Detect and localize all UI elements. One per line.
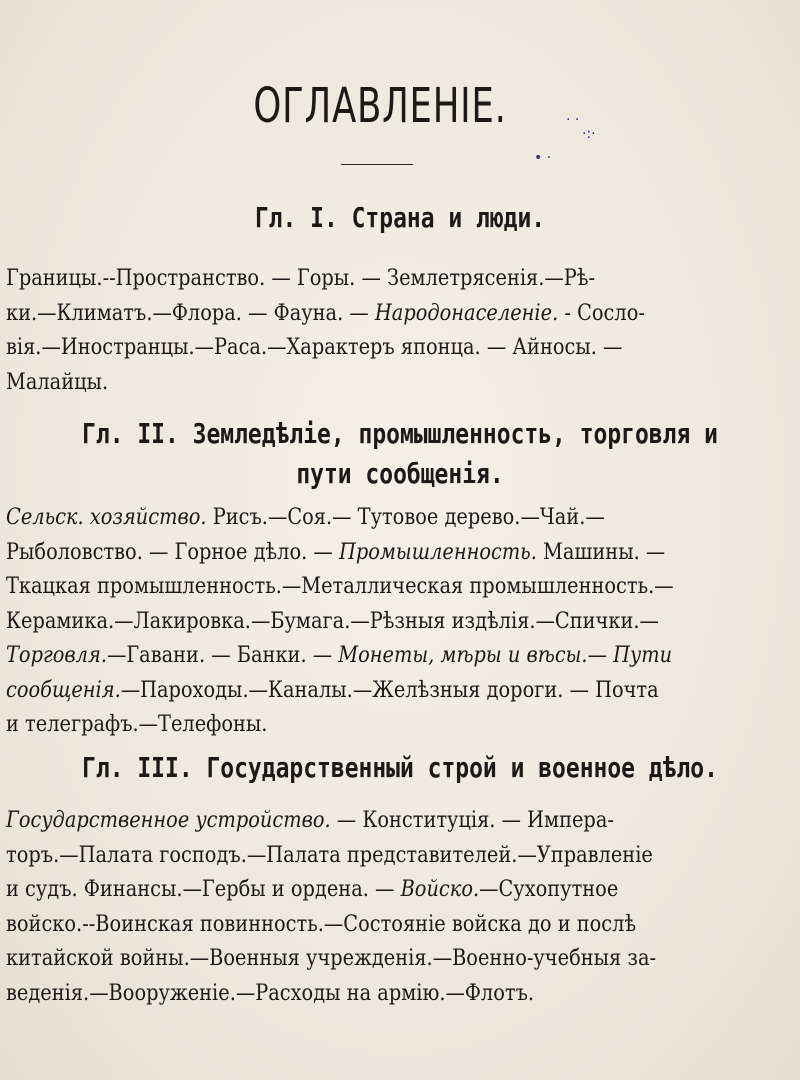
contents-text: Малайцы.	[6, 369, 109, 395]
contents-topic: Государственное устройство.	[6, 808, 331, 833]
contents-text: Ткацкая промышленность.—Металлическая промышленность.—	[6, 574, 674, 599]
contents-line	[6, 331, 780, 366]
contents-line	[6, 908, 780, 943]
contents-line	[6, 366, 780, 401]
contents-text: —Гавани. — Банки. —	[106, 643, 339, 668]
chapter-1-heading	[72, 198, 728, 238]
contents-text: торъ.—Палата господъ.—Палата представителей.—Управленіе	[6, 842, 653, 868]
contents-topic: сообщенія.	[6, 677, 121, 703]
contents-text: вія.—Иностранцы.—Раса.—Характеръ японца. — Айносы. —	[6, 335, 623, 360]
chapter-3-heading	[72, 748, 728, 788]
contents-text: китайской войны.—Военныя учрежденія.—Военно-учебныя за-	[6, 946, 657, 971]
contents-topic: Народонаселеніе.	[374, 300, 559, 326]
contents-line	[6, 501, 780, 536]
contents-line	[6, 536, 780, 571]
contents-text: Машины. —	[536, 539, 666, 565]
chapter-heading-line: Гл. III. Государственный строй и военное дѣло.	[82, 751, 718, 784]
chapter-heading-line: Гл. I. Страна и люди.	[254, 201, 546, 234]
chapter-heading-line: Гл. II. Земледѣліе, промышленность, торговля и	[82, 417, 718, 450]
contents-text: Границы.--Пространство. — Горы. — Землетрясенія.—Рѣ-	[6, 266, 596, 291]
contents-text: веденія.—Вооруженіе.—Расходы на армію.—Флотъ.	[6, 980, 535, 1006]
contents-line	[6, 942, 780, 977]
contents-line	[6, 570, 780, 605]
contents-text: и судъ. Финансы.—Гербы и ордена. —	[6, 877, 401, 902]
contents-line	[6, 977, 780, 1012]
contents-line	[6, 605, 780, 640]
chapter-1-contents	[6, 262, 780, 400]
contents-topic: Торговля.	[6, 643, 107, 668]
ink-mark: ·:·	[582, 126, 596, 142]
contents-line	[6, 674, 780, 709]
contents-topic: Промышленность.	[338, 539, 537, 565]
contents-topic: Сельск. хозяйство.	[6, 505, 207, 530]
page-title: ОГЛАВЛЕНІЕ.	[253, 78, 507, 134]
contents-text: Рыболовство. — Горное дѣло. —	[6, 539, 339, 565]
contents-line	[6, 297, 780, 332]
contents-line	[6, 639, 780, 674]
chapter-2-heading	[72, 414, 728, 494]
contents-text: - Сосло-	[558, 300, 645, 326]
title-rule	[341, 164, 413, 165]
contents-text: — Конституція. — Импера-	[330, 808, 614, 833]
contents-line	[6, 804, 780, 839]
contents-text: и телеграфъ.—Телефоны.	[6, 712, 268, 737]
contents-line	[6, 708, 780, 743]
contents-text: Керамика.—Лакировка.—Бумага.—Рѣзныя издѣлія.—Спички.—	[6, 608, 659, 634]
contents-topic: Войско.	[400, 877, 480, 902]
contents-text: —Пароходы.—Каналы.—Желѣзныя дороги. — Почта	[120, 677, 659, 703]
ink-mark: · ·	[566, 112, 580, 128]
chapter-3-contents	[6, 804, 780, 1011]
ink-mark: • ·	[534, 150, 552, 166]
contents-line	[6, 262, 780, 297]
chapter-2-contents	[6, 501, 780, 743]
contents-line	[6, 839, 780, 874]
contents-text: ки.—Климатъ.—Флора. — Фауна. —	[6, 300, 375, 326]
contents-topic: Монеты, мѣры и вѣсы.— Пути	[338, 643, 673, 668]
contents-text: —Сухопутное	[479, 877, 619, 902]
contents-text: войско.--Воинская повинность.—Состояніе войска до и послѣ	[6, 911, 637, 937]
contents-line	[6, 873, 780, 908]
contents-text: Рисъ.—Соя.— Тутовое дерево.—Чай.—	[206, 505, 605, 530]
chapter-heading-line: пути сообщенія.	[296, 457, 504, 490]
